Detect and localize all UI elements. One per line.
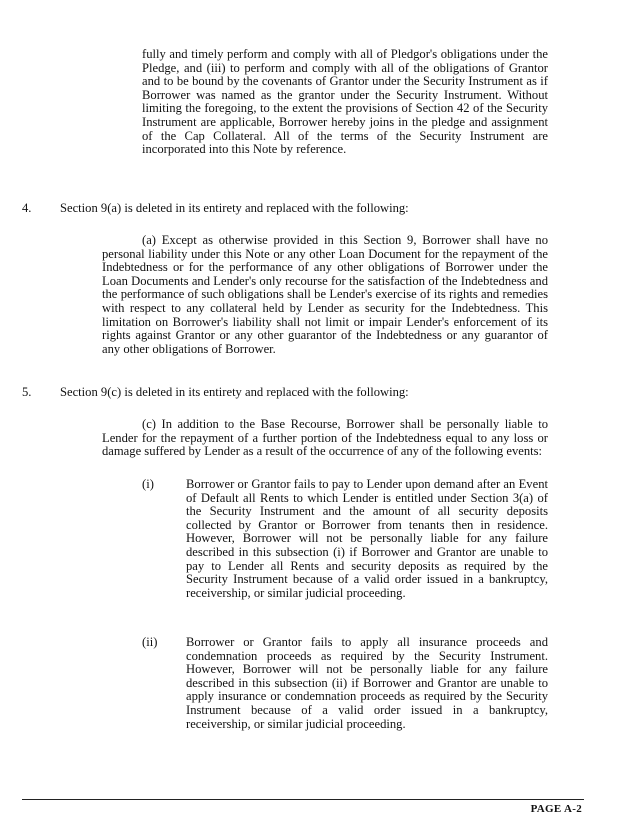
- page-number: PAGE A-2: [530, 803, 582, 815]
- item-i-text: Borrower or Grantor fails to pay to Lender upon demand after an Event of Default all Rents to which Lender is entitled under Section 3(a) of the Security Instrument and the amount of all security deposits collected by Grantor or Borrower from tenants then in residence. However, Borrower will not be personally liable for any failure described in this subsection (i) if Borrower and Grantor are unable to pay to Lender all Rents and security deposits as required by the Security Instrument because of a valid order issued in a bankruptcy, receivership, or similar judicial proceeding.: [186, 477, 548, 600]
- section-5-number: 5.: [22, 385, 32, 399]
- item-i-label: (i): [142, 477, 154, 491]
- footer-divider: [22, 799, 584, 800]
- section-5-heading: Section 9(c) is deleted in its entirety and replaced with the following:: [60, 385, 409, 399]
- section-4-number: 4.: [22, 201, 32, 215]
- item-ii-label: (ii): [142, 635, 158, 649]
- section-4-heading: Section 9(a) is deleted in its entirety and replaced with the following:: [60, 201, 409, 215]
- continued-paragraph: fully and timely perform and comply with all of Pledgor's obligations under the Pledge, and (iii) to perform and comply with all of the obligations of Grantor and to be bound by the covenants of Grantor under the Security Instrument as if Borrower was named as the grantor under the Security Instrument. Without limiting the foregoing, to the extent the provisions of Section 42 of the Security Instrument are applicable, Borrower hereby joins in the pledge and assignment of the Cap Collateral. All of the terms of the Security Instrument are incorporated into this Note by reference.: [142, 47, 548, 157]
- section-4-body: (a) Except as otherwise provided in this Section 9, Borrower shall have no personal liability under this Note or any other Loan Document for the repayment of the Indebtedness or for the performance of any other obligations of Borrower under the Loan Documents and Lender's only recourse for the satisfaction of the Indebtedness and the performance of such obligations shall be Lender's exercise of its rights and remedies with respect to any collateral held by Lender as security for the Indebtedness. This limitation on Borrower's liability shall not limit or impair Lender's enforcement of its rights against Grantor or any other guarantor of the Indebtedness or any guarantor of any other obligations of Borrower.: [102, 233, 548, 356]
- section-5-body: (c) In addition to the Base Recourse, Borrower shall be personally liable to Lender for the repayment of a further portion of the Indebtedness equal to any loss or damage suffered by Lender as a result of the occurrence of any of the following events:: [102, 417, 548, 459]
- item-ii-text: Borrower or Grantor fails to apply all insurance proceeds and condemnation proceeds as required by the Security Instrument. However, Borrower will not be personally liable for any failure described in this subsection (ii) if Borrower and Grantor are unable to apply insurance or condemnation proceeds as required by the Security Instrument because of a valid order issued in a bankruptcy, receivership, or similar judicial proceeding.: [186, 635, 548, 731]
